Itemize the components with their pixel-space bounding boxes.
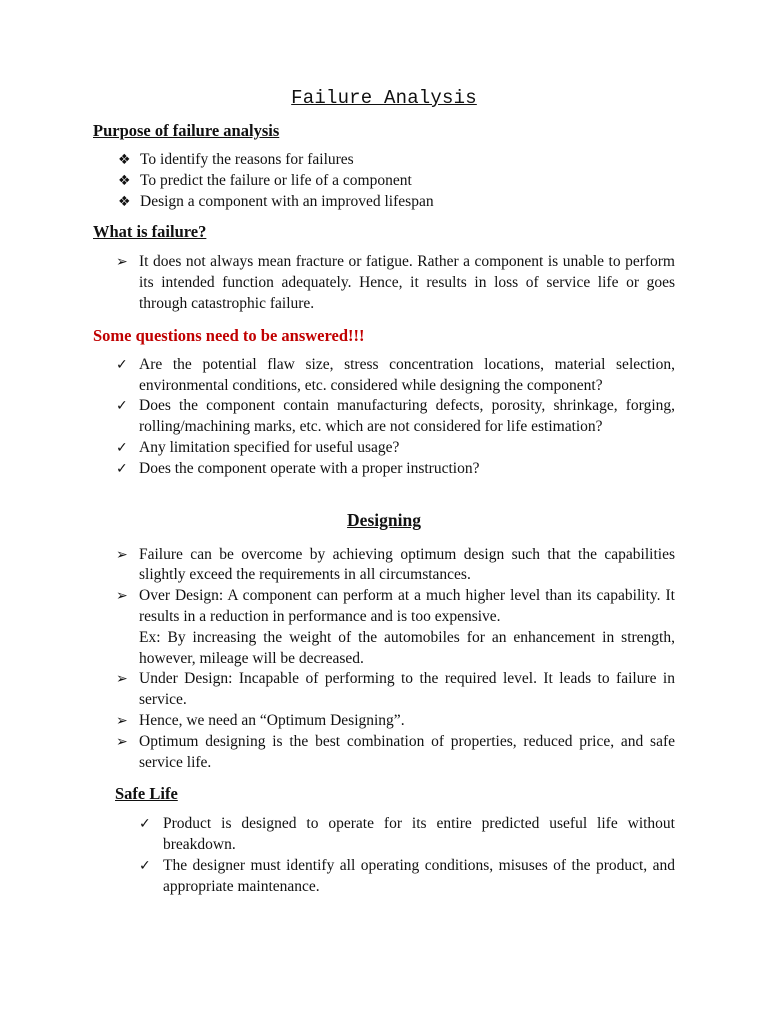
designing-list bbox=[93, 545, 675, 774]
list-item: ✓ Any limitation specified for useful usage? bbox=[93, 438, 675, 459]
safe-life-list bbox=[93, 814, 675, 897]
designing-heading: Designing bbox=[347, 509, 421, 530]
arrow-bullet-icon: ➢ bbox=[116, 546, 128, 563]
list-item: ❖ Design a component with an improved lifespan bbox=[93, 192, 675, 213]
document-title: Failure Analysis bbox=[291, 87, 477, 109]
list-item: ✓ The designer must identify all operating conditions, misuses of the product, and appropriate maintenance. bbox=[139, 856, 675, 895]
check-bullet-icon: ✓ bbox=[139, 816, 151, 833]
check-bullet-icon: ✓ bbox=[139, 857, 151, 874]
arrow-bullet-icon: ➢ bbox=[116, 712, 128, 729]
list-item: ➢ Under Design: Incapable of performing to the required level. It leads to failure in service. bbox=[116, 670, 675, 709]
list-item: ❖ To predict the failure or life of a component bbox=[93, 171, 675, 192]
list-item: ➢ Hence, we need an “Optimum Designing”. bbox=[93, 711, 675, 732]
failure-heading: What is failure? bbox=[93, 222, 207, 242]
safe-life-heading: Safe Life bbox=[115, 784, 178, 804]
diamond-bullet-icon: ❖ bbox=[118, 172, 131, 189]
diamond-bullet-icon: ❖ bbox=[118, 193, 131, 210]
questions-list bbox=[93, 355, 675, 480]
list-item: ➢ Optimum designing is the best combination of properties, reduced price, and safe service life. bbox=[116, 732, 675, 771]
list-item: ➢ Over Design: A component can perform at a much higher level than its capability. It results in a reduction in performance and is too expensive. Ex: By increasing the weight of the automobiles for an enhancement in strength, however, mileage will be decreased. bbox=[93, 586, 675, 669]
arrow-bullet-icon: ➢ bbox=[116, 254, 128, 271]
purpose-heading: Purpose of failure analysis bbox=[93, 121, 280, 140]
purpose-list bbox=[93, 150, 675, 212]
failure-list bbox=[93, 252, 675, 314]
check-bullet-icon: ✓ bbox=[116, 356, 128, 373]
arrow-bullet-icon: ➢ bbox=[116, 733, 128, 750]
check-bullet-icon: ✓ bbox=[116, 439, 128, 456]
list-item: ✓ Product is designed to operate for its entire predicted useful life without breakdown. bbox=[139, 815, 675, 854]
list-item: ❖ To identify the reasons for failures bbox=[93, 150, 675, 171]
arrow-bullet-icon: ➢ bbox=[116, 671, 128, 688]
list-item: ✓ Are the potential flaw size, stress concentration locations, material selection, environmental conditions, etc. considered while designing the component? bbox=[116, 355, 675, 394]
list-item: ✓ Does the component contain manufacturing defects, porosity, shrinkage, forging, rolling/machining marks, etc. which are not considered for life estimation? bbox=[116, 397, 675, 436]
list-item: ➢ Failure can be overcome by achieving optimum design such that the capabilities slightly exceed the requirements in all circumstances. bbox=[116, 545, 675, 584]
questions-heading: Some questions need to be answered!!! bbox=[93, 325, 365, 345]
list-item: ✓ Does the component operate with a proper instruction? bbox=[93, 459, 675, 480]
over-design-example: Ex: By increasing the weight of the automobiles for an enhancement in strength, however, mileage will be decreased. bbox=[139, 628, 675, 667]
list-item: ➢ It does not always mean fracture or fatigue. Rather a component is unable to perform its intended function adequately. Hence, it results in loss of service life or goes through catastrophic failure. bbox=[116, 253, 675, 312]
arrow-bullet-icon: ➢ bbox=[116, 588, 128, 605]
check-bullet-icon: ✓ bbox=[116, 460, 128, 477]
diamond-bullet-icon: ❖ bbox=[118, 152, 131, 168]
check-bullet-icon: ✓ bbox=[116, 398, 128, 415]
